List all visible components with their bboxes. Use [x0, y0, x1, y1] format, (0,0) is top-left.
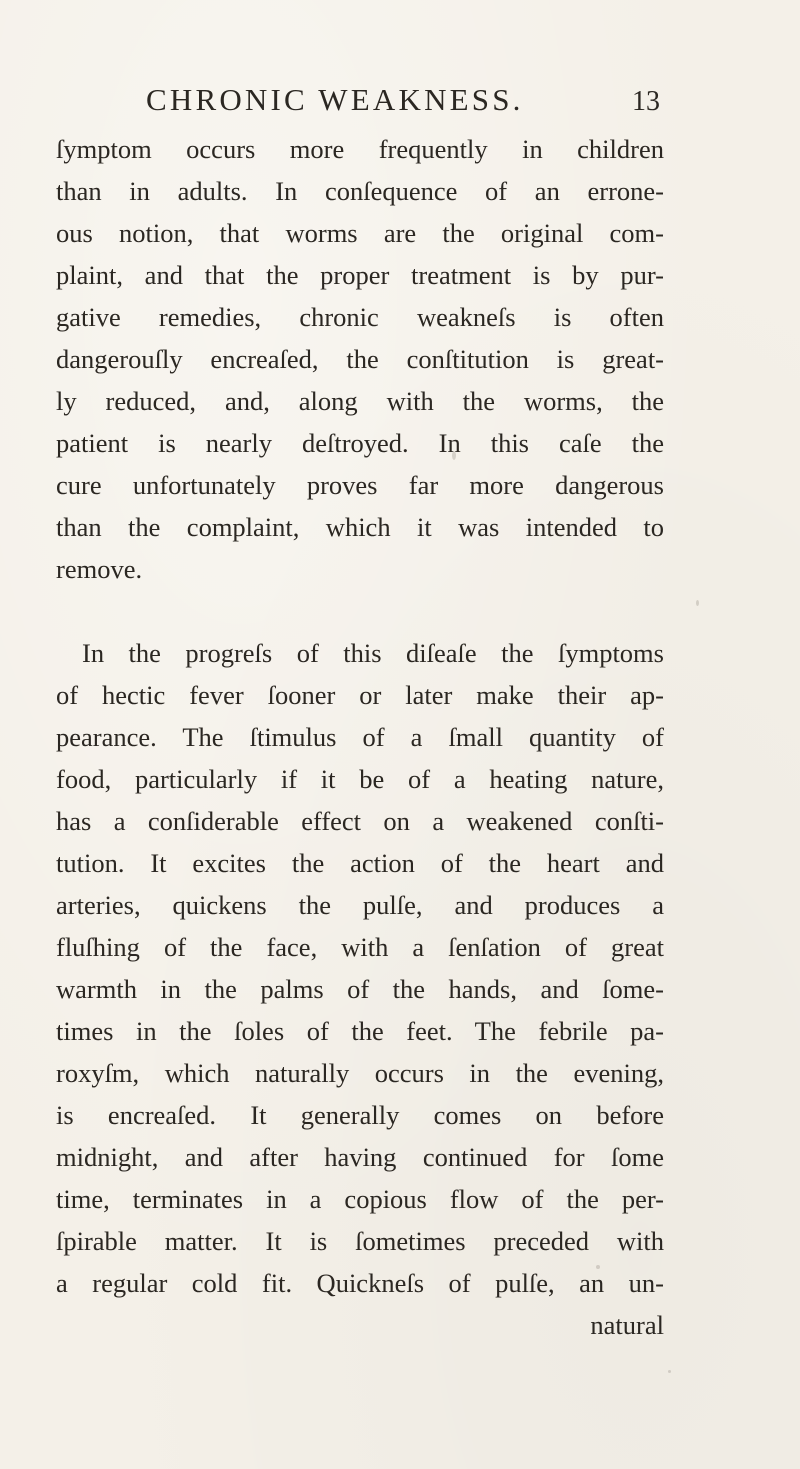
- text-line: is encreaſed. It generally comes on before: [56, 1100, 664, 1130]
- text-line: pearance. The ſtimulus of a ſmall quantity of: [56, 722, 664, 752]
- text-line: ly reduced, and, along with the worms, the: [56, 386, 664, 416]
- text-line: a regular cold fit. Quickneſs of pulſe, an un-: [56, 1268, 664, 1298]
- text-line: patient is nearly deſtroyed. In this caſe the: [56, 428, 664, 458]
- running-title: CHRONIC WEAKNESS.: [146, 82, 524, 117]
- text-line: dangerouſly encreaſed, the conſtitution is great-: [56, 344, 664, 374]
- paper-speck: [696, 600, 699, 606]
- running-head: [146, 80, 666, 120]
- text-line: ſymptom occurs more frequently in children: [56, 134, 664, 164]
- text-line: gative remedies, chronic weakneſs is often: [56, 302, 664, 332]
- text-line: has a conſiderable effect on a weakened conſti-: [56, 806, 664, 836]
- paragraph-1: [56, 128, 664, 590]
- text-line: food, particularly if it be of a heating nature,: [56, 764, 664, 794]
- catchword: natural: [590, 1310, 664, 1340]
- text-line: roxyſm, which naturally occurs in the evening,: [56, 1058, 664, 1088]
- text-line: In the progreſs of this diſeaſe the ſymptoms: [82, 638, 664, 668]
- paper-speck: [596, 1265, 600, 1269]
- paper-speck: [668, 1370, 671, 1373]
- text-line: time, terminates in a copious flow of the per-: [56, 1184, 664, 1214]
- paper-speck: [452, 451, 456, 460]
- text-line: plaint, and that the proper treatment is by pur-: [56, 260, 664, 290]
- page-number: 13: [632, 86, 660, 117]
- paragraph-2: [56, 632, 664, 1304]
- text-line: warmth in the palms of the hands, and ſome-: [56, 974, 664, 1004]
- body-text: [56, 128, 664, 1346]
- text-line: arteries, quickens the pulſe, and produces a: [56, 890, 664, 920]
- text-line: than the complaint, which it was intended to: [56, 512, 664, 542]
- text-line: of hectic fever ſooner or later make their ap-: [56, 680, 664, 710]
- paragraph-gap: [56, 590, 664, 632]
- text-line: ous notion, that worms are the original com-: [56, 218, 664, 248]
- text-line: cure unfortunately proves far more dangerous: [56, 470, 664, 500]
- text-line: fluſhing of the face, with a ſenſation of great: [56, 932, 664, 962]
- text-line: than in adults. In conſequence of an errone-: [56, 176, 664, 206]
- text-line: times in the ſoles of the feet. The febrile pa-: [56, 1016, 664, 1046]
- text-line: tution. It excites the action of the heart and: [56, 848, 664, 878]
- text-line: midnight, and after having continued for ſome: [56, 1142, 664, 1172]
- text-line: remove.: [56, 554, 143, 584]
- text-line: ſpirable matter. It is ſometimes preceded with: [56, 1226, 664, 1256]
